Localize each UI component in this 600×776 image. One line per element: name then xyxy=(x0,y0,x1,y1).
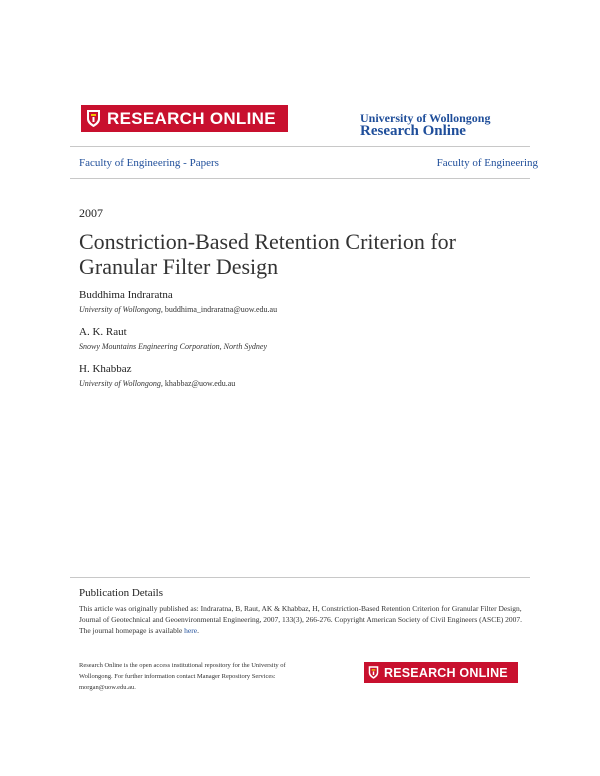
author-email: buddhima_indraratna@uow.edu.au xyxy=(164,305,278,314)
uow-name[interactable]: University of Wollongong xyxy=(360,111,491,125)
affiliation-text: University of Wollongong, xyxy=(79,379,163,388)
author-affiliation xyxy=(79,342,267,351)
affiliation-text: University of Wollongong, xyxy=(79,305,163,314)
author-name: A. K. Raut xyxy=(79,326,127,338)
publication-year: 2007 xyxy=(79,206,103,220)
research-online-logo[interactable] xyxy=(81,105,288,132)
publication-tail: . xyxy=(197,626,199,635)
paper-title: Constriction-Based Retention Criterion for Granular Filter Design xyxy=(79,229,456,279)
uow-crest-icon xyxy=(86,109,101,128)
footer-logo-text: RESEARCH ONLINE xyxy=(384,665,508,680)
affiliation-text: Snowy Mountains Engineering Corporation, North Sydney xyxy=(79,342,267,351)
uow-crest-icon xyxy=(368,665,379,680)
publication-details-text xyxy=(79,603,525,636)
author-affiliation xyxy=(79,379,235,388)
logo-text: RESEARCH ONLINE xyxy=(107,108,276,128)
divider xyxy=(70,577,530,578)
research-online-name[interactable]: Research Online xyxy=(360,123,466,139)
faculty-link[interactable]: Faculty of Engineering xyxy=(436,157,538,169)
author-name: Buddhima Indraratna xyxy=(79,289,173,301)
research-online-footer-logo[interactable] xyxy=(364,662,518,683)
author-affiliation xyxy=(79,305,277,314)
author-email: khabbaz@uow.edu.au xyxy=(164,379,236,388)
repository-info: Research Online is the open access institutional repository for the University of Wollongong. For further information contact Manager Repository Services: morgan@uow.edu.au. xyxy=(79,662,286,691)
publication-details-heading: Publication Details xyxy=(79,587,164,599)
journal-homepage-link[interactable]: here xyxy=(184,626,198,635)
divider xyxy=(70,146,530,147)
faculty-papers-link[interactable]: Faculty of Engineering - Papers xyxy=(79,157,219,169)
divider xyxy=(70,178,530,179)
author-name: H. Khabbaz xyxy=(79,363,132,375)
publication-text: This article was originally published as: Indraratna, B, Raut, AK & Khabbaz, H, Constriction-Based Retention Criterion for Granular Filter Design, Journal of Geotechnical and Geoenvironmental Engineering, 2007, 133(3), 266-276. Copyright American Society of Civil Engineers (ASCE) 2007. The journal homepage is available xyxy=(79,604,523,635)
